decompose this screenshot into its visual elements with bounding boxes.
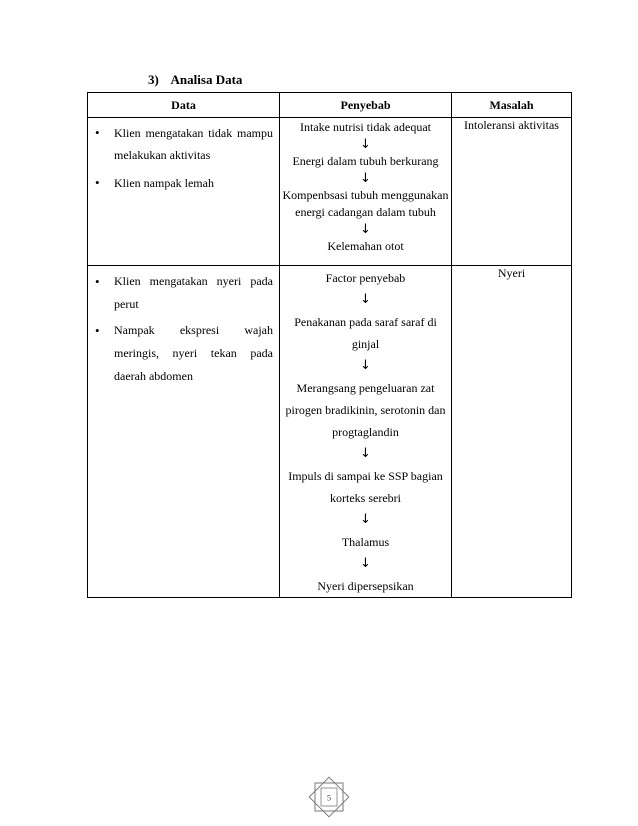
table-header-row (88, 93, 572, 118)
cause-step: Energi dalam tubuh berkurang (292, 154, 439, 168)
table-row (88, 266, 572, 598)
data-item: • Nampak ekspresi wajah meringis, nyeri tekan pada daerah abdomen (114, 319, 273, 388)
section-title: Analisa Data (170, 72, 243, 87)
header-penyebab: Penyebab (280, 93, 452, 118)
table-row (88, 118, 572, 266)
down-arrow-icon: ↓ (360, 292, 371, 307)
masalah-cell: Nyeri (452, 266, 572, 598)
section-number: 3) (148, 72, 159, 87)
cause-flow (280, 118, 451, 255)
page-number: 5 (327, 793, 331, 803)
data-cell (88, 266, 280, 598)
down-arrow-icon: ↓ (360, 137, 371, 152)
penyebab-cell (280, 118, 452, 266)
page-number-ornament (306, 774, 352, 820)
data-item: • Klien nampak lemah (114, 172, 273, 194)
cause-step: Impuls di sampai ke SSP bagian korteks serebri (288, 469, 443, 505)
cause-step: Intake nutrisi tidak adequat (300, 120, 431, 134)
analysis-table (87, 92, 572, 598)
cause-step: Thalamus (341, 535, 390, 549)
header-masalah: Masalah (452, 93, 572, 118)
cause-step: Kelemahan otot (327, 239, 404, 253)
cause-flow (280, 266, 451, 597)
cause-step: Nyeri dipersepsikan (317, 579, 414, 593)
masalah-cell: Intoleransi aktivitas (452, 118, 572, 266)
header-data: Data (88, 93, 280, 118)
down-arrow-icon: ↓ (360, 512, 371, 527)
down-arrow-icon: ↓ (360, 446, 371, 461)
data-list (88, 266, 279, 388)
data-list (88, 118, 279, 194)
cause-step: Merangsang pengeluaran zat pirogen bradikinin, serotonin dan progtaglandin (285, 381, 446, 439)
data-item: • Klien mengatakan tidak mampu melakukan aktivitas (114, 122, 273, 166)
section-heading (148, 72, 242, 88)
data-cell (88, 118, 280, 266)
cause-step: Penakanan pada saraf saraf di ginjal (294, 315, 437, 351)
cause-step: Factor penyebab (325, 271, 406, 285)
down-arrow-icon: ↓ (360, 171, 371, 186)
down-arrow-icon: ↓ (360, 358, 371, 373)
cause-step: Kompenbsasi tubuh menggunakan energi cadangan dalam tubuh (282, 188, 449, 219)
data-item: • Klien mengatakan nyeri pada perut (114, 270, 273, 316)
down-arrow-icon: ↓ (360, 222, 371, 237)
down-arrow-icon: ↓ (360, 556, 371, 571)
penyebab-cell (280, 266, 452, 598)
